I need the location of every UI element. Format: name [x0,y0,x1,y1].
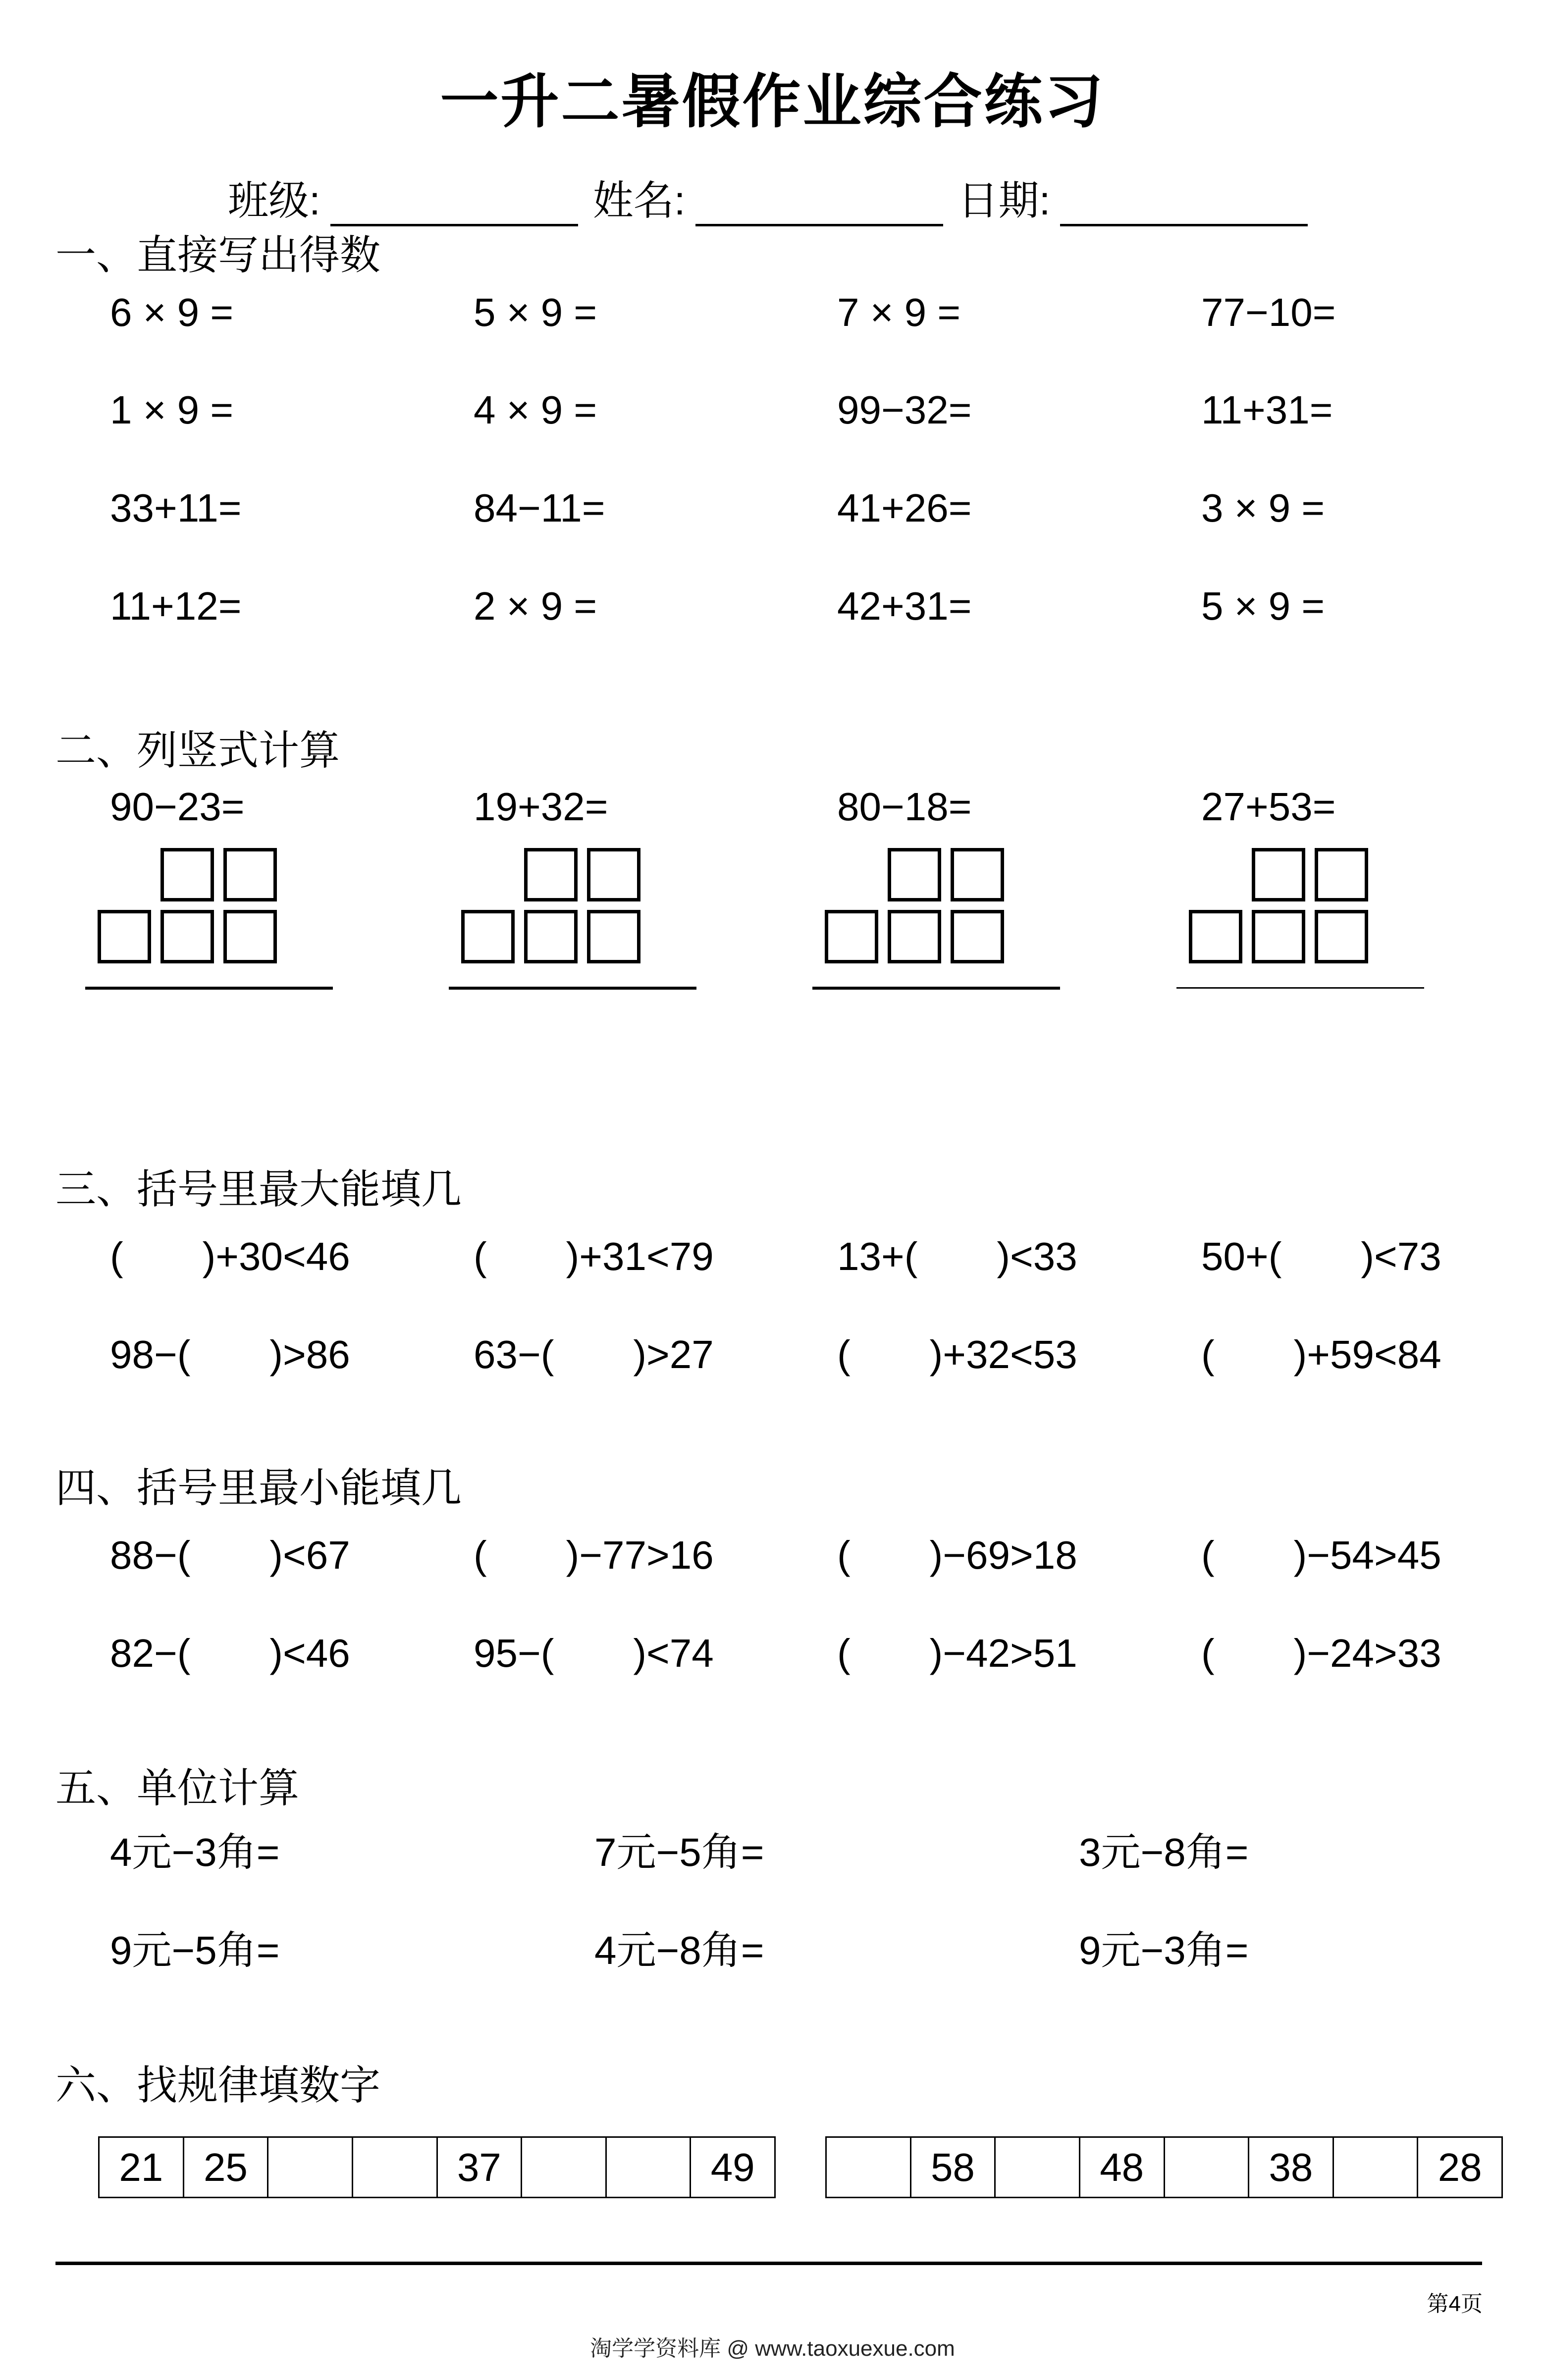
underline [85,987,333,990]
problem: 77−10= [1201,290,1336,334]
date-label: 日期: [958,178,1051,223]
sequence-blank[interactable] [268,2138,353,2197]
name-label: 姓名: [592,178,686,223]
sequence-blank[interactable] [827,2138,911,2197]
section-5-title: 五、单位计算 [55,1766,300,1811]
problem: 1 × 9 = [110,388,234,432]
digit-box[interactable] [223,848,277,901]
underline [812,987,1060,990]
digit-box[interactable] [223,910,277,963]
problem: 88−( )<67 [110,1533,350,1577]
class-field[interactable] [330,194,578,226]
problem: 3元−8角= [1079,1830,1249,1874]
sequence-blank[interactable] [353,2138,438,2197]
problem: 13+( )<33 [837,1234,1077,1278]
problem: 99−32= [837,388,972,432]
problem: ( )−54>45 [1201,1533,1441,1577]
digit-box[interactable] [98,910,151,963]
sequence-blank[interactable] [996,2138,1080,2197]
digit-box[interactable] [951,910,1004,963]
sequence-cell: 58 [911,2138,996,2197]
vertical-problem: 19+32= [474,785,608,829]
problem: ( )+30<46 [110,1234,350,1278]
problem: ( )+59<84 [1201,1332,1441,1376]
digit-box[interactable] [1189,910,1242,963]
problem: 5 × 9 = [474,290,597,334]
sequence-cell: 48 [1080,2138,1165,2197]
digit-box[interactable] [461,910,515,963]
watermark: 淘学学资料库 @ www.taoxuexue.com [590,2336,955,2361]
problem: 50+( )<73 [1201,1234,1441,1278]
sequence-table-2 [825,2136,1503,2198]
problem: 42+31= [837,584,972,628]
problem: 11+12= [110,584,242,628]
digit-box[interactable] [1315,910,1368,963]
problem: ( )−69>18 [837,1533,1077,1577]
vertical-problem: 90−23= [110,785,245,829]
problem: 3 × 9 = [1201,486,1325,530]
digit-box[interactable] [951,848,1004,901]
digit-box[interactable] [1252,910,1305,963]
digit-box[interactable] [524,910,578,963]
sequence-cell: 21 [100,2138,184,2197]
page-number: 第4页 [1427,2292,1483,2316]
section-6-title: 六、找规律填数字 [55,2063,381,2108]
underline [1176,987,1424,989]
problem: ( )−42>51 [837,1631,1077,1675]
problem: 4元−8角= [594,1928,764,1972]
underline [449,987,696,990]
problem: 6 × 9 = [110,290,234,334]
digit-box[interactable] [524,848,578,901]
section-4-title: 四、括号里最小能填几 [55,1466,462,1511]
problem: 4 × 9 = [474,388,597,432]
class-label: 班级: [228,178,320,223]
student-info-header [228,168,1323,226]
problem: 9元−3角= [1079,1928,1249,1972]
name-field[interactable] [695,194,943,226]
vertical-problem: 80−18= [837,785,972,829]
problem: 5 × 9 = [1201,584,1325,628]
problem: 41+26= [837,486,972,530]
problem: 7元−5角= [594,1830,764,1874]
problem: 2 × 9 = [474,584,597,628]
problem: 9元−5角= [110,1928,280,1972]
sequence-cell: 38 [1249,2138,1334,2197]
section-1-title: 一、直接写出得数 [55,233,381,278]
problem: ( )−77>16 [474,1533,714,1577]
digit-box[interactable] [587,848,640,901]
problem: 98−( )>86 [110,1332,350,1376]
problem: 11+31= [1201,388,1333,432]
digit-box[interactable] [587,910,640,963]
sequence-blank[interactable] [607,2138,692,2197]
sequence-cell: 25 [184,2138,269,2197]
sequence-cell: 28 [1438,2145,1482,2189]
section-3-title: 三、括号里最大能填几 [55,1167,462,1212]
problem: ( )+31<79 [474,1234,714,1278]
digit-box[interactable] [825,910,878,963]
digit-box[interactable] [1315,848,1368,901]
date-field[interactable] [1060,194,1308,226]
digit-box[interactable] [888,848,941,901]
problem: 82−( )<46 [110,1631,350,1675]
sequence-blank[interactable] [1165,2138,1250,2197]
digit-box[interactable] [160,848,214,901]
digit-box[interactable] [888,910,941,963]
problem: 4元−3角= [110,1830,280,1874]
problem: 33+11= [110,486,242,530]
digit-box[interactable] [160,910,214,963]
problem: 84−11= [474,486,605,530]
sequence-blank[interactable] [1334,2138,1419,2197]
problem: ( )+32<53 [837,1332,1077,1376]
sequence-blank[interactable] [522,2138,607,2197]
footer-divider [55,2262,1482,2265]
sequence-cell: 49 [710,2145,755,2189]
digit-box[interactable] [1252,848,1305,901]
problem: ( )−24>33 [1201,1631,1441,1675]
vertical-problem: 27+53= [1201,785,1336,829]
problem: 63−( )>27 [474,1332,714,1376]
section-2-title: 二、列竖式计算 [55,728,340,773]
problem: 95−( )<74 [474,1631,714,1675]
problem: 7 × 9 = [837,290,961,334]
sequence-cell: 37 [438,2138,523,2197]
page-title: 一升二暑假作业综合练习 [440,69,1105,135]
sequence-table-1 [98,2136,776,2198]
